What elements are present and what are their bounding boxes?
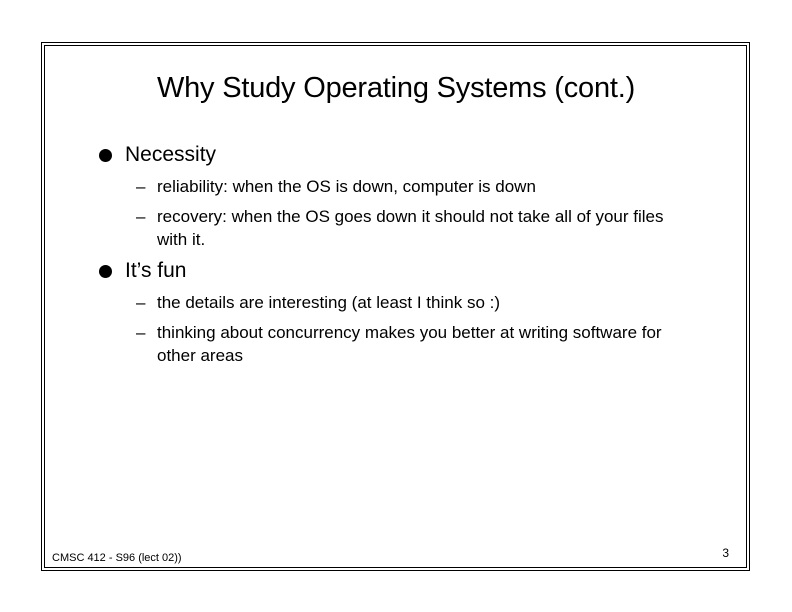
- subitem-text: thinking about concurrency makes you better at writing software for other areas: [157, 323, 662, 365]
- bullet-label: Necessity: [125, 143, 217, 166]
- bullet-dot-icon: [99, 265, 112, 278]
- page-number: 3: [722, 546, 729, 560]
- bullet-dot-icon: [99, 149, 112, 162]
- dash-icon: –: [136, 323, 146, 342]
- dash-icon: –: [136, 207, 146, 226]
- subitem-text: recovery: when the OS goes down it should not take all of your files with it.: [157, 207, 664, 249]
- dash-icon: –: [136, 293, 146, 312]
- footer-course-label: CMSC 412 - S96 (lect 02)): [52, 552, 182, 564]
- slide-title: Why Study Operating Systems (cont.): [156, 72, 636, 104]
- subitem-text: the details are interesting (at least I think so :): [157, 293, 501, 312]
- subitem-text: reliability: when the OS is down, computer is down: [157, 177, 536, 196]
- dash-icon: –: [136, 177, 146, 196]
- bullet-label: It’s fun: [125, 259, 187, 282]
